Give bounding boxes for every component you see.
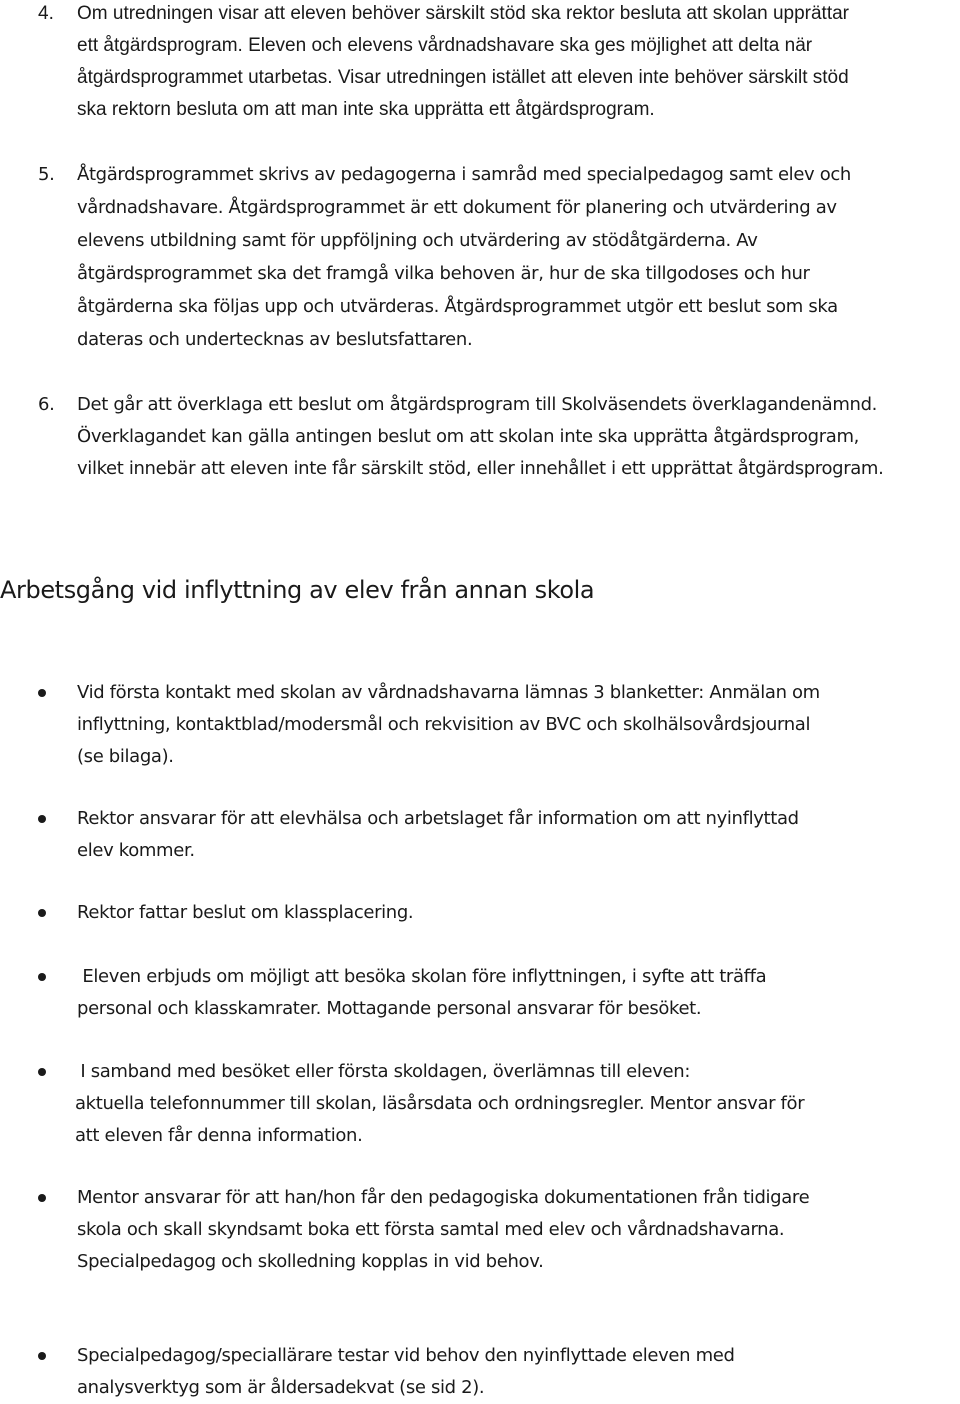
bullet-item bbox=[0, 1182, 960, 1278]
bullet-text bbox=[77, 961, 960, 1025]
bullet-text bbox=[77, 897, 960, 929]
text-line: Mentor ansvarar för att han/hon får den pedagogiska dokumentationen från tidigare bbox=[77, 1187, 810, 1208]
bullet-item bbox=[0, 961, 960, 1025]
item-number: 4. bbox=[38, 3, 54, 24]
text-line: inflyttning, kontaktblad/modersmål och rekvisition av BVC och skolhälsovårdsjournal bbox=[77, 714, 811, 735]
text-line: Om utredningen visar att eleven behöver särskilt stöd ska rektor besluta att skolan upprättar bbox=[77, 3, 850, 24]
bullet-icon bbox=[38, 1352, 46, 1360]
bullet-text bbox=[77, 1182, 960, 1278]
bullet-text bbox=[75, 1056, 958, 1152]
bullet-icon bbox=[38, 909, 46, 917]
item-number: 5. bbox=[38, 164, 55, 185]
numbered-item-6 bbox=[0, 389, 960, 485]
item-number: 6. bbox=[38, 394, 55, 415]
bullet-text bbox=[77, 803, 960, 867]
text-line: åtgärdsprogrammet utarbetas. Visar utredningen istället att eleven inte behöver särskilt stöd bbox=[77, 67, 849, 88]
text-line: elevens utbildning samt för uppföljning och utvärdering av stödåtgärderna. Av bbox=[77, 230, 758, 251]
bullet-icon bbox=[38, 973, 46, 981]
text-line: ska rektorn besluta om att man inte ska upprätta ett åtgärdsprogram. bbox=[77, 99, 655, 120]
numbered-item-5 bbox=[0, 159, 960, 356]
text-line: Det går att överklaga ett beslut om åtgärdsprogram till Skolväsendets överklagandenämnd. bbox=[77, 394, 878, 415]
bullet-item bbox=[0, 803, 960, 867]
text-line: Vid första kontakt med skolan av vårdnadshavarna lämnas 3 blanketter: Anmälan om bbox=[77, 682, 820, 703]
text-line: ett åtgärdsprogram. Eleven och elevens vårdnadshavare ska ges möjlighet att delta när bbox=[77, 35, 813, 56]
bullet-item bbox=[0, 677, 960, 773]
item-text bbox=[77, 389, 960, 485]
text-line: aktuella telefonnummer till skolan, läsårsdata och ordningsregler. Mentor ansvar för bbox=[75, 1093, 805, 1114]
bullet-item bbox=[0, 1056, 960, 1152]
text-line: Eleven erbjuds om möjligt att besöka skolan före inflyttningen, i syfte att träffa bbox=[77, 966, 767, 987]
text-line: analysverktyg som är åldersadekvat (se sid 2). bbox=[77, 1377, 485, 1398]
bullet-icon bbox=[38, 1194, 46, 1202]
bullet-icon bbox=[38, 815, 46, 823]
text-line: elev kommer. bbox=[77, 840, 195, 861]
text-line: Rektor fattar beslut om klassplacering. bbox=[77, 902, 414, 923]
text-line: I samband med besöket eller första skoldagen, överlämnas till eleven: bbox=[75, 1061, 691, 1082]
item-text bbox=[77, 0, 960, 126]
text-line: att eleven får denna information. bbox=[75, 1125, 363, 1146]
text-line: åtgärderna ska följas upp och utvärderas. Åtgärdsprogrammet utgör ett beslut som ska bbox=[77, 296, 838, 317]
text-line: Specialpedagog och skolledning kopplas in vid behov. bbox=[77, 1251, 544, 1272]
bullet-text bbox=[77, 677, 960, 773]
bullet-icon bbox=[38, 689, 46, 697]
bullet-text bbox=[77, 1340, 960, 1404]
bullet-item bbox=[0, 897, 960, 929]
text-line: Specialpedagog/speciallärare testar vid behov den nyinflyttade eleven med bbox=[77, 1345, 735, 1366]
text-line: vårdnadshavare. Åtgärdsprogrammet är ett dokument för planering och utvärdering av bbox=[77, 197, 837, 218]
text-line: Rektor ansvarar för att elevhälsa och arbetslaget får information om att nyinflyttad bbox=[77, 808, 799, 829]
bullet-icon bbox=[38, 1068, 46, 1076]
bullet-item bbox=[0, 1340, 960, 1404]
item-text bbox=[77, 159, 960, 356]
text-line: (se bilaga). bbox=[77, 746, 174, 767]
text-line: skola och skall skyndsamt boka ett första samtal med elev och vårdnadshavarna. bbox=[77, 1219, 785, 1240]
section-heading: Arbetsgång vid inflyttning av elev från annan skola bbox=[0, 576, 595, 604]
text-line: åtgärdsprogrammet ska det framgå vilka behoven är, hur de ska tillgodoses och hur bbox=[77, 263, 810, 284]
text-line: vilket innebär att eleven inte får särskilt stöd, eller innehållet i ett upprättat åtgärdsprogram. bbox=[77, 458, 884, 479]
text-line: Överklagandet kan gälla antingen beslut om att skolan inte ska upprätta åtgärdsprogram, bbox=[77, 426, 860, 447]
text-line: dateras och undertecknas av beslutsfattaren. bbox=[77, 329, 473, 350]
numbered-item-4 bbox=[0, 0, 960, 126]
text-line: Åtgärdsprogrammet skrivs av pedagogerna i samråd med specialpedagog samt elev och bbox=[77, 164, 851, 185]
text-line: personal och klasskamrater. Mottagande personal ansvarar för besöket. bbox=[77, 998, 702, 1019]
